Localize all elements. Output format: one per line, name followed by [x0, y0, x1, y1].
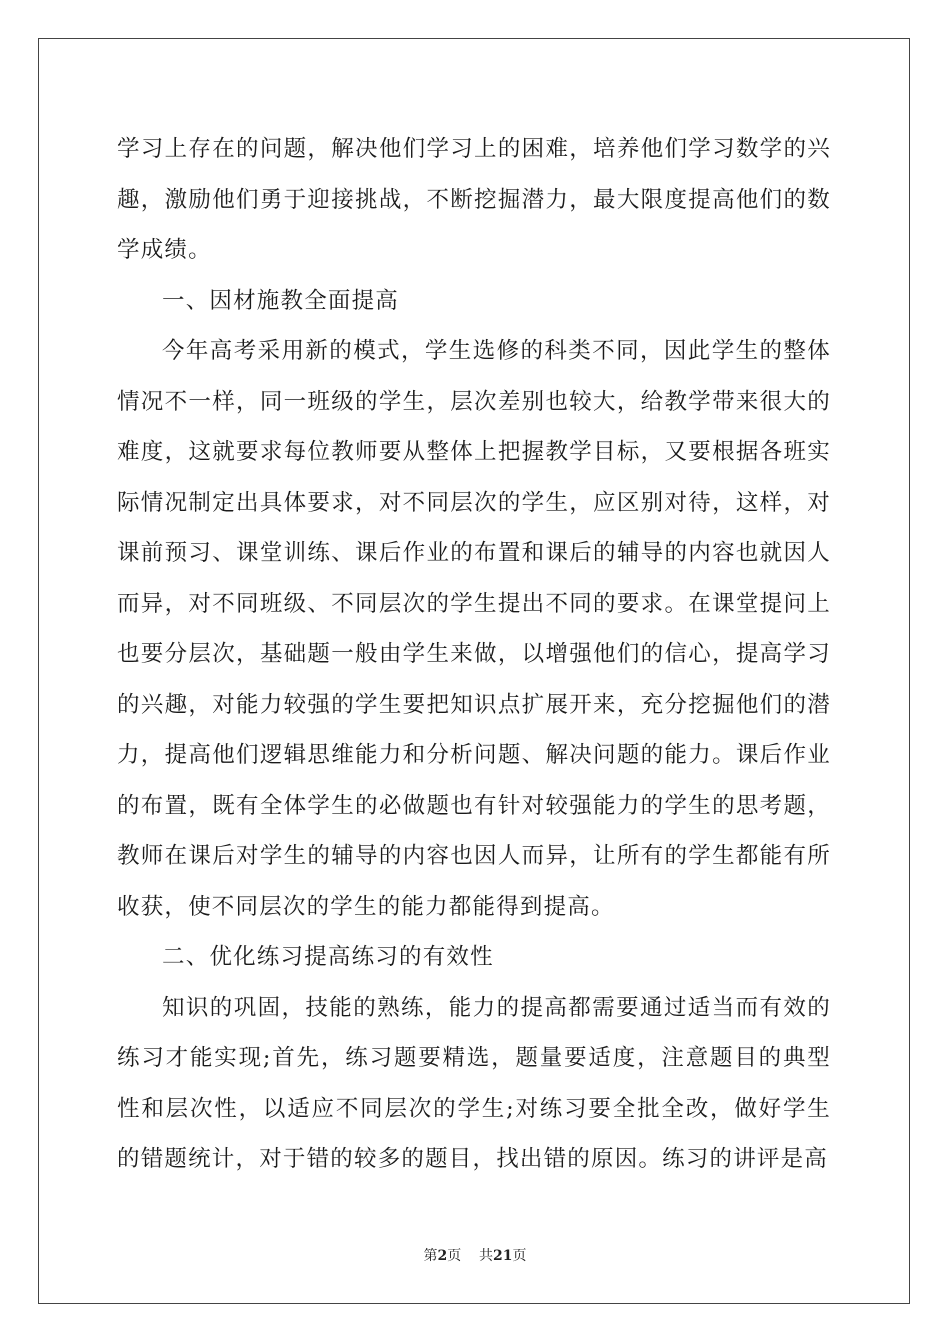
footer-total-pages: 21: [493, 1248, 513, 1264]
footer-total-prefix: 共: [479, 1248, 494, 1264]
footer-page-number: 2: [437, 1248, 448, 1264]
footer-page-prefix: 第: [423, 1248, 438, 1264]
paragraph-intro-continuation: 学习上存在的问题，解决他们学习上的困难，培养他们学习数学的兴趣，激励他们勇于迎接挑战，不断挖掘潜力，最大限度提高他们的数学成绩。: [117, 136, 831, 263]
paragraph-section-1: 今年高考采用新的模式，学生选修的科类不同，因此学生的整体情况不一样，同一班级的学生，层次差别也较大，给教学带来很大的难度，这就要求每位教师要从整体上把握教学目标，又要根据各班实际情况制定出具体要求，对不同层次的学生，应区别对待，这样，对课前预习、课堂训练、课后作业的布置和课后的辅导的内容也就因人而异，对不同班级、不同层次的学生提出不同的要求。在课堂提问上也要分层次，基础题一般由学生来做，以增强他们的信心，提高学习的兴趣，对能力较强的学生要把知识点扩展开来，充分挖掘他们的潜力，提高他们逻辑思维能力和分析问题、解决问题的能力。课后作业的布置，既有全体学生的必做题也有针对较强能力的学生的思考题，教师在课后对学生的辅导的内容也因人而异，让所有的学生都能有所收获，使不同层次的学生的能力都能得到提高。: [117, 338, 831, 920]
footer-total-suffix: 页: [512, 1248, 527, 1264]
document-body: [117, 124, 831, 1185]
paragraph-section-2: 知识的巩固，技能的熟练，能力的提高都需要通过适当而有效的练习才能实现;首先，练习题要精选，题量要适度，注意题目的典型性和层次性，以适应不同层次的学生;对练习要全批全改，做好学生的错题统计，对于错的较多的题目，找出错的原因。练习的讲评是高: [117, 994, 831, 1172]
section-heading-1: 一、因材施教全面提高: [162, 287, 400, 314]
footer-page-suffix: 页: [447, 1248, 462, 1264]
section-heading-2: 二、优化练习提高练习的有效性: [162, 944, 494, 970]
page-footer: [0, 1246, 950, 1266]
